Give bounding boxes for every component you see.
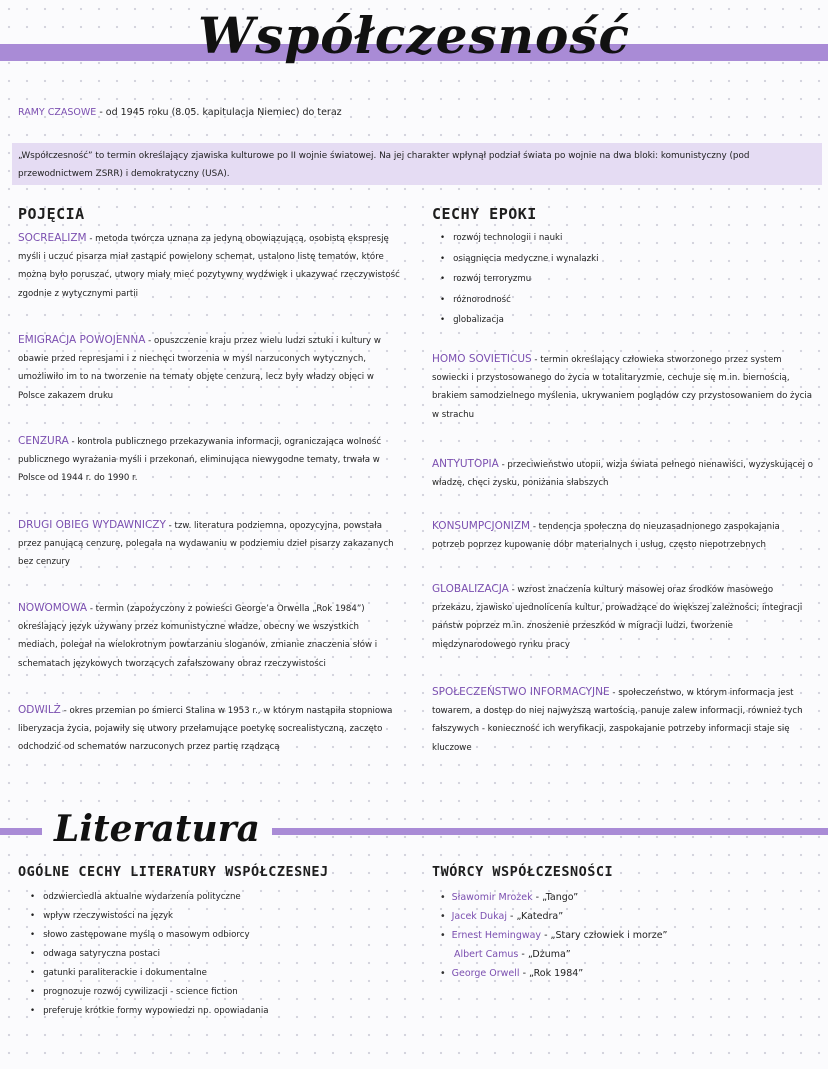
definition (18, 599, 400, 673)
definition (432, 580, 814, 654)
tworcy-heading: TWÓRCY WSPÓŁCZESNOŚCI (432, 864, 614, 880)
page-title: Współczesność (198, 6, 630, 65)
tworcy-list (440, 888, 667, 983)
term: KONSUMPCJONIZM (432, 520, 531, 532)
term-def: - opuszczenie kraju przez wielu ludzi sztuki i kultury w obawie przed represjami i z niechęci tworzenia w myśl narzuconych wytycznych, umożliwiło im to na tworzenie na tematy objęte cenzurą, lecz były władzy objęci w Polsce zakazem druku (18, 336, 381, 401)
work: - „Dżuma” (521, 949, 571, 960)
list-item: • gatunki paraliterackie i dokumentalne (30, 964, 410, 983)
list-item: • odzwierciedla aktualne wydarzenia polityczne (30, 888, 410, 907)
term: SOCREALIZM (18, 232, 87, 244)
definition (432, 455, 814, 492)
cechy-list (440, 228, 810, 331)
definition (432, 683, 814, 757)
time-frame-label: RAMY CZASOWE (18, 107, 97, 118)
list-item: • rozwój technologii i nauki (440, 228, 810, 249)
term-def: - termin (zapożyczony z powieści George’a Orwella „Rok 1984”) określający język używany przez komunistyczne władze, obecny we wszystkich mediach, polegał na wielokrotnym powtarzaniu sloganów, zmianie znaczenia słów i schematach językowych tworzących zafałszowany obraz rzeczywistości (18, 604, 378, 669)
list-item: • słowo zastępowane myślą o masowym odbiorcy (30, 926, 410, 945)
list-item: • wpływ rzeczywistości na język (30, 907, 410, 926)
definition (432, 350, 814, 424)
term-def: - termin określający człowieka stworzonego przez system sowiecki i przystosowanego do życia w totalitaryzmie, cechuje się m.in. biernością, brakiem samodzielnego myślenia, ukrywaniem poglądów czy przystosowaniem do życia w strachu (432, 355, 813, 420)
time-frame (18, 107, 342, 118)
literatura-cechy-list (30, 888, 410, 1021)
intro-box: „Współczesność” to termin określający zjawiska kulturowe po II wojnie światowej. Na jej charakter wpłynął podział świata po wojnie na dwa bloki: komunistyczny (pod przewodnictwem ZSRR) i demokratyczny (USA). (12, 143, 822, 185)
term-def: - wzrost znaczenia kultury masowej oraz środków masowego przekazu, zjawisko ujednolicenia kultur, prowadzące do większej zależności; integracji państw poprzez m.in. znoszenie przeszkód w migracji ludzi, tworzenie międzynarodowego rynku pracy (432, 585, 803, 650)
term: SPOŁECZEŃSTWO INFORMACYJNE (432, 686, 610, 698)
term: HOMO SOVIETICUS (432, 353, 532, 365)
definition (18, 229, 400, 303)
term: EMIGRACJA POWOJENNA (18, 334, 146, 346)
literatura-title: Literatura (42, 808, 272, 850)
list-item: • odwaga satyryczna postaci (30, 945, 410, 964)
list-item: • rozwój terroryzmu (440, 269, 810, 290)
work: - „Stary człowiek i morze” (544, 930, 668, 941)
list-item: • prognozuje rozwój cywilizacji - science fiction (30, 983, 410, 1002)
list-item: • różnorodność (440, 290, 810, 311)
term-def: - społeczeństwo, w którym informacja jest towarem, a dostęp do niej najwyższą wartością, panuje zalew informacji, również tych fałszywych - konieczność ich weryfikacji, zaspokajanie potrzeby informacji staje się kluczowe (432, 688, 803, 753)
term-def: - przeciwieństwo utopii, wizja świata pełnego nienawiści, wyzyskującej o władzę, chęci zysku, poniżania słabszych (432, 460, 813, 489)
definition (18, 331, 400, 405)
list-item (440, 926, 667, 945)
definition (18, 516, 400, 572)
work: - „Rok 1984” (522, 968, 584, 979)
list-item (440, 888, 667, 907)
cechy-heading: CECHY EPOKI (432, 205, 537, 223)
term: GLOBALIZACJA (432, 583, 509, 595)
term: CENZURA (18, 435, 69, 447)
term: NOWOMOWA (18, 602, 88, 614)
term: DRUGI OBIEG WYDAWNICZY (18, 519, 166, 531)
list-item: • osiągnięcia medyczne i wynalazki (440, 249, 810, 270)
author: Jacek Dukaj (451, 911, 507, 922)
term-def: - kontrola publicznego przekazywania informacji, ograniczająca wolność publicznego wyrażania myśli i przekonań, eliminująca niewygodne tematy, trwała w Polsce od 1944 r. do 1990 r. (18, 437, 382, 484)
work: - „Tango” (535, 892, 579, 903)
definition (18, 432, 400, 488)
list-item (440, 964, 667, 983)
definition (432, 517, 814, 554)
list-item (440, 907, 667, 926)
list-item: • preferuje krótkie formy wypowiedzi np. opowiadania (30, 1002, 410, 1021)
list-item: • globalizacja (440, 310, 810, 331)
author: Ernest Hemingway (451, 930, 542, 941)
author: Albert Camus (454, 949, 519, 960)
term-def: - tzw. literatura podziemna, opozycyjna, powstała przez panującą cenzurę, polegała na wydawaniu w podziemiu dzieł pisarzy zakazanych bez cenzury (18, 521, 394, 568)
pojecia-heading: POJĘCIA (18, 205, 85, 223)
time-frame-text: - od 1945 roku (8.05. kapitulacja Niemiec) do teraz (99, 107, 342, 118)
term: ANTYUTOPIA (432, 458, 499, 470)
definition (18, 701, 400, 757)
term: ODWILŻ (18, 704, 61, 716)
term-def: - okres przemian po śmierci Stalina w 1953 r., w którym nastąpiła stopniowa liberyzacja życia, pojawiły się utwory przełamujące poetykę socrealistyczną, zaczęto odchodzić od schematów narzuconych przez partię rządzącą (18, 706, 393, 753)
literatura-cechy-heading: OGÓLNE CECHY LITERATURY WSPÓŁCZESNEJ (18, 864, 329, 880)
work: - „Katedra” (510, 911, 564, 922)
author: George Orwell (451, 968, 520, 979)
list-item (440, 945, 667, 964)
term-def: - tendencja społeczna do nieuzasadnionego zaspokajania potrzeb poprzez kupowanie dóbr materialnych i usług, często niepotrzebnych (432, 522, 780, 551)
term-def: - metoda twórcza uznana za jedyną obowiązującą, osobistą ekspresję myśli i uczuć pisarza miał zastąpić powielony schemat, ustalono listę tematów, które można było poruszać, utwory miały mieć pozytywny wydźwięk i ukazywać rzeczywistość zgodnie z wytycznymi partii (18, 234, 400, 299)
author: Sławomir Mrożek (451, 892, 533, 903)
